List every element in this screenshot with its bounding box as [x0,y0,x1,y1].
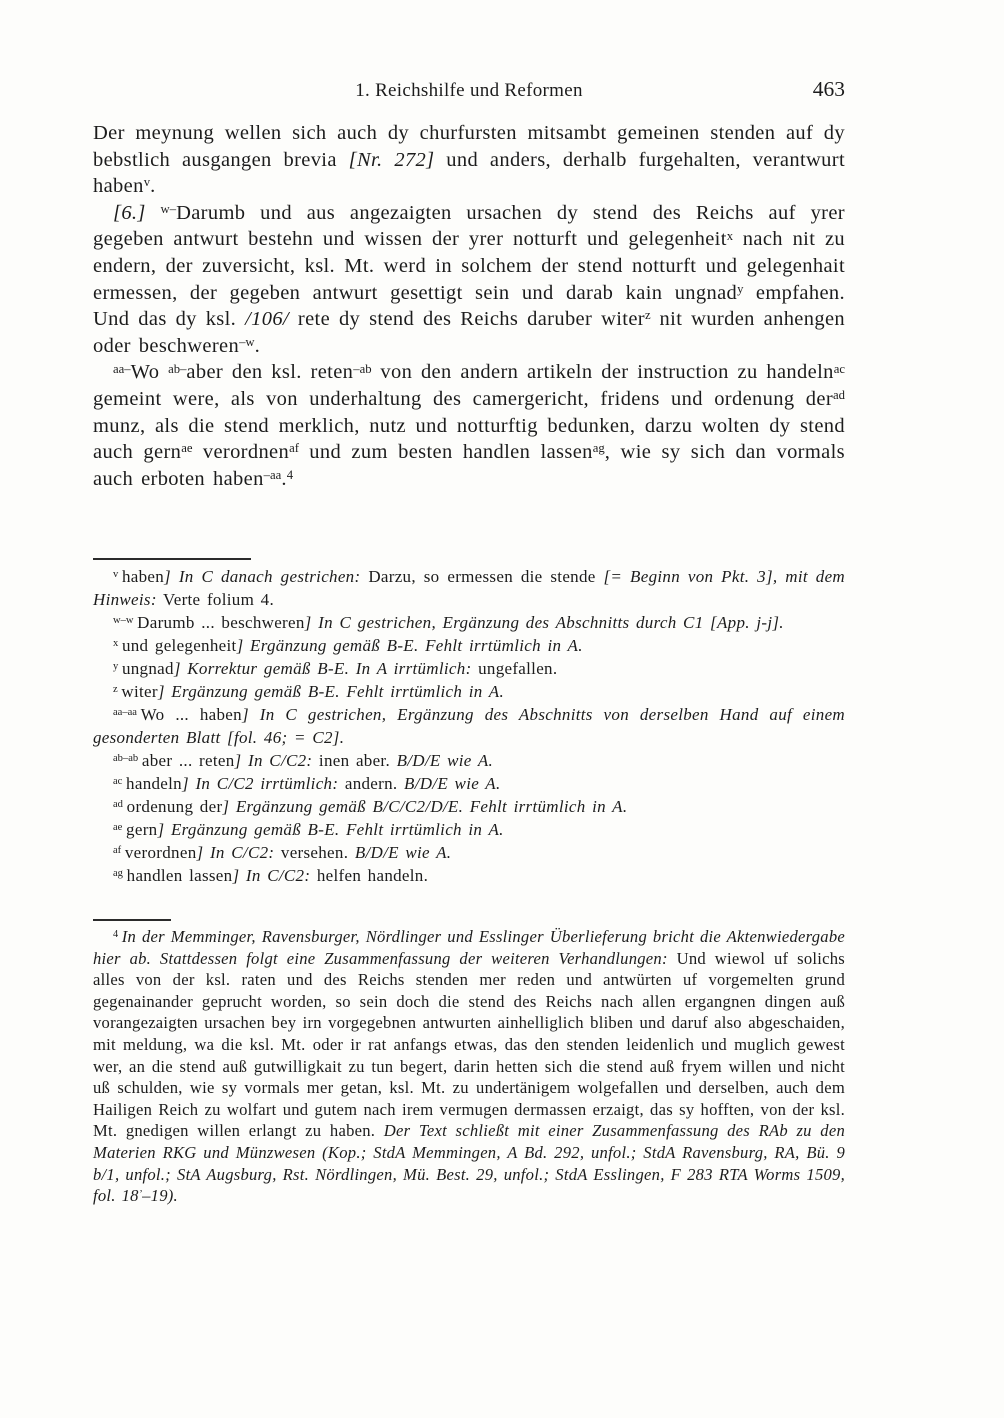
apparatus-note [93,818,845,841]
note-marker: v [113,569,119,581]
text-run: [6.] [113,201,146,224]
apparatus-notes [93,565,845,887]
apparatus-note [93,864,845,887]
text-run: versehen. [274,843,355,862]
text-run: inen aber. [312,751,397,770]
text-run: . [281,467,287,490]
text-run: Darumb ... beschweren [137,613,305,632]
superscript-note-reference: aa– [113,361,131,376]
text-run: handlen lassen [126,866,233,885]
apparatus-note [93,703,845,749]
footnote [93,926,845,1207]
main-text-block [93,120,845,492]
text-run: Wo ... haben [140,705,242,724]
text-run: . [254,334,261,357]
note-marker: z [113,684,118,696]
apparatus-note [93,749,845,772]
text-run: Darumb und aus angezaigten ursachen dy stend des Reichs auf yrer gegeben antwurt bestehn und wissen der yrer notturft und gelegenheit [93,201,845,251]
text-run: nit wurden anhengen oder beschweren [93,308,846,357]
text-run: haben [121,567,165,586]
superscript-note-reference: ag [592,441,605,456]
text-run: munz, als die stend merklich, nutz und notturftig bedunken, darzu wolten dy stend auch gern [93,414,845,464]
text-run: ungefallen. [471,659,558,678]
text-run: ] [304,613,319,632]
text-run: In der Memminger, Ravensburger, Nördlinger und Esslinger Überlieferung bricht die Aktenwiedergabe hier ab. Stattdessen folgt eine Zusammenfassung der weiteren Verhandlungen: [93,927,845,968]
text-run: /106/ [245,308,289,331]
superscript-note-reference: x [726,228,734,243]
text-run: aber ... reten [141,751,235,770]
text-run: andern. [338,774,405,793]
apparatus-note [93,634,845,657]
apparatus-separator-rule [93,558,251,560]
text-run: handeln [126,774,182,793]
text-run: und zum besten handlen lassen [298,441,593,464]
text-run: gemeint were, als von underhaltung des camergericht, fridens und ordenung der [93,387,833,410]
superscript-note-reference: z [644,308,651,323]
superscript-note-reference: –w [239,335,255,350]
text-run: Darzu, so ermessen die stende [360,567,604,586]
superscript-note-reference: ae [181,441,193,456]
text-run: nach nit zu endern, der zuversicht, ksl. Mt. werd in solchem der stend notturft und gelegenhait ermessen, der gegeben antwurt gesettigt sein und darab kain ungnad [93,228,846,304]
note-marker: ac [113,776,123,788]
note-marker: x [113,638,119,650]
text-run: helfen handeln. [310,866,429,885]
superscript-note-reference: ac [833,361,845,376]
superscript-note-reference: y [737,281,744,296]
note-marker: af [113,845,122,857]
note-marker: ag [113,868,123,880]
body-paragraph [93,120,845,200]
apparatus-note [93,611,845,634]
text-run: und gelegenheit [121,636,237,655]
text-run: [= Beginn von Pkt. 3], mit dem Hinweis: [93,567,845,609]
apparatus-note [93,772,845,795]
text-run: In C gestrichen, Ergänzung des Abschnitts durch C1 [App. j-j]. [318,613,784,632]
note-marker: ae [113,822,123,834]
running-title: 1. Reichshilfe und Reformen [355,80,583,101]
text-run: ] [181,774,196,793]
text-run: Und wiewol uf solichs alles von der ksl. raten und des Reichs stenden mer reden und antwürten uf vorgemelten grund gegenainander geprucht worden, so sein doch die stend des Reichs nach allen ergangnen dingen auß vorangezaigten ursachen bey irn vorgegebnen antwurten ainhelliglich bliben und daruf also abgeschaiden, mit meldung, wa die ksl. Mt. oder ir rat anfangs etwas, das den stenden leidenlich und muglich gewest wer, an die stend auß gutwilligkait zu tun begert, darin hetten sich die stend auß fryem willen und nicht uß schulden, wie sy vormals mer getan, ksl. Mt. zu undertänigem wolgefallen und derselben, auch dem Hailigen Reich zu wolfart und gutem nach irem vermugen dermassen erzaigt, das sy hofften, von der ksl. Mt. gnedigen willen erlangt zu haben. [93,948,845,1141]
superscript-note-reference: w– [160,202,177,217]
superscript-note-reference: ’ [138,1188,143,1200]
text-run: witer [121,682,158,701]
apparatus-note [93,841,845,864]
text-run: In C danach gestrichen: [178,567,361,586]
text-run: Ergänzung gemäß B-E. Fehlt irrtümlich in A. [250,636,583,655]
text-run: Ergänzung gemäß B-E. Fehlt irrtümlich in A. [171,682,505,701]
text-run: In C/C2: [248,751,313,770]
text-run: , wie sy sich dan vormals auch erboten haben [93,441,845,490]
body-paragraph [93,359,845,492]
text-run: Wo [130,361,169,384]
note-marker: ab–ab [113,753,139,765]
footnote-notes [93,926,845,1207]
text-run: ordenung der [126,797,223,816]
text-run: [Nr. 272] [348,148,435,171]
apparatus-note [93,565,845,611]
text-run: ] [232,866,246,885]
text-run: und anders, derhalb furgehalten, verantwurt haben [93,148,845,198]
text-run: Korrektur gemäß B-E. In A irrtümlich: [187,659,472,678]
text-run: ungnad [121,659,174,678]
text-run: ] [222,797,236,816]
text-run: ] [157,682,172,701]
text-run: ] [173,659,188,678]
text-run: B/D/E wie A. [396,751,494,770]
text-run: Ergänzung gemäß B/C/C2/D/E. Fehlt irrtümlich in A. [235,797,628,816]
note-marker: 4 [113,929,119,941]
superscript-note-reference: v [143,175,151,190]
critical-apparatus-block [93,558,845,887]
text-run: Ergänzung gemäß B-E. Fehlt irrtümlich in A. [170,820,504,839]
footnote-separator-rule [93,919,171,921]
note-marker: aa–aa [113,707,137,719]
text-run: –19). [142,1186,178,1206]
text-run: von den andern artikeln der instruction zu handeln [371,361,834,384]
text-run: empfahen. Und das dy ksl. [93,281,845,331]
note-marker: y [113,661,119,673]
apparatus-note [93,657,845,680]
text-run: gern [126,820,158,839]
body-paragraph [93,200,845,360]
apparatus-note [93,795,845,818]
superscript-note-reference: ab– [168,361,187,376]
text-run: B/D/E wie A. [404,774,501,793]
text-run: aber den ksl. reten [186,361,354,384]
note-marker: ad [113,799,123,811]
text-run: B/D/E wie A. [354,843,452,862]
text-run: ] [157,820,171,839]
text-run: ] [241,705,260,724]
superscript-note-reference: af [289,441,299,456]
page-header [93,77,845,106]
text-run [146,202,161,224]
text-run: verordnen [192,441,290,464]
text-run: ] [234,751,248,770]
text-run: In C gestrichen, Ergänzung des Abschnitts von derselben Hand auf einem gesonderten Blatt [fol. 46; = C2]. [93,705,846,747]
text-run: Verte folium 4. [156,590,274,609]
text-run: ] [236,636,251,655]
text-run: verordnen [124,843,197,862]
text-run: In C/C2: [245,866,311,885]
text-run: In C/C2 irrtümlich: [195,774,339,793]
superscript-note-reference: –ab [353,361,372,376]
note-marker: w–w [113,615,134,627]
footnote-block [93,919,845,1207]
superscript-note-reference: ad [833,388,845,403]
apparatus-note [93,680,845,703]
text-run: . [150,175,156,198]
text-run: ] [196,843,210,862]
superscript-note-reference: –aa [263,468,282,482]
text-run: Der meynung wellen sich auch dy churfursten mitsambt gemeinen stenden auf dy bebstlich ausgangen brevia [93,122,845,171]
text-run: ] [164,567,179,586]
superscript-note-reference: 4 [286,468,294,482]
page-number: 463 [812,77,845,101]
text-run: In C/C2: [209,843,275,862]
text-run: rete dy stend des Reichs daruber witer [288,308,645,331]
text-run: Der Text schließt mit einer Zusammenfassung des RAb zu den Materien RKG und Münzwesen (Kop.; StdA Memmingen, A Bd. 292, unfol.; StdA Ravensburg, RA, Bü. 9 b/1, unfol.; StA Augsburg, Rst. Nördlingen, Mü. Best. 29, unfol.; StdA Esslingen, F 283 RTA Worms 1509, fol. 18 [93,1121,845,1206]
